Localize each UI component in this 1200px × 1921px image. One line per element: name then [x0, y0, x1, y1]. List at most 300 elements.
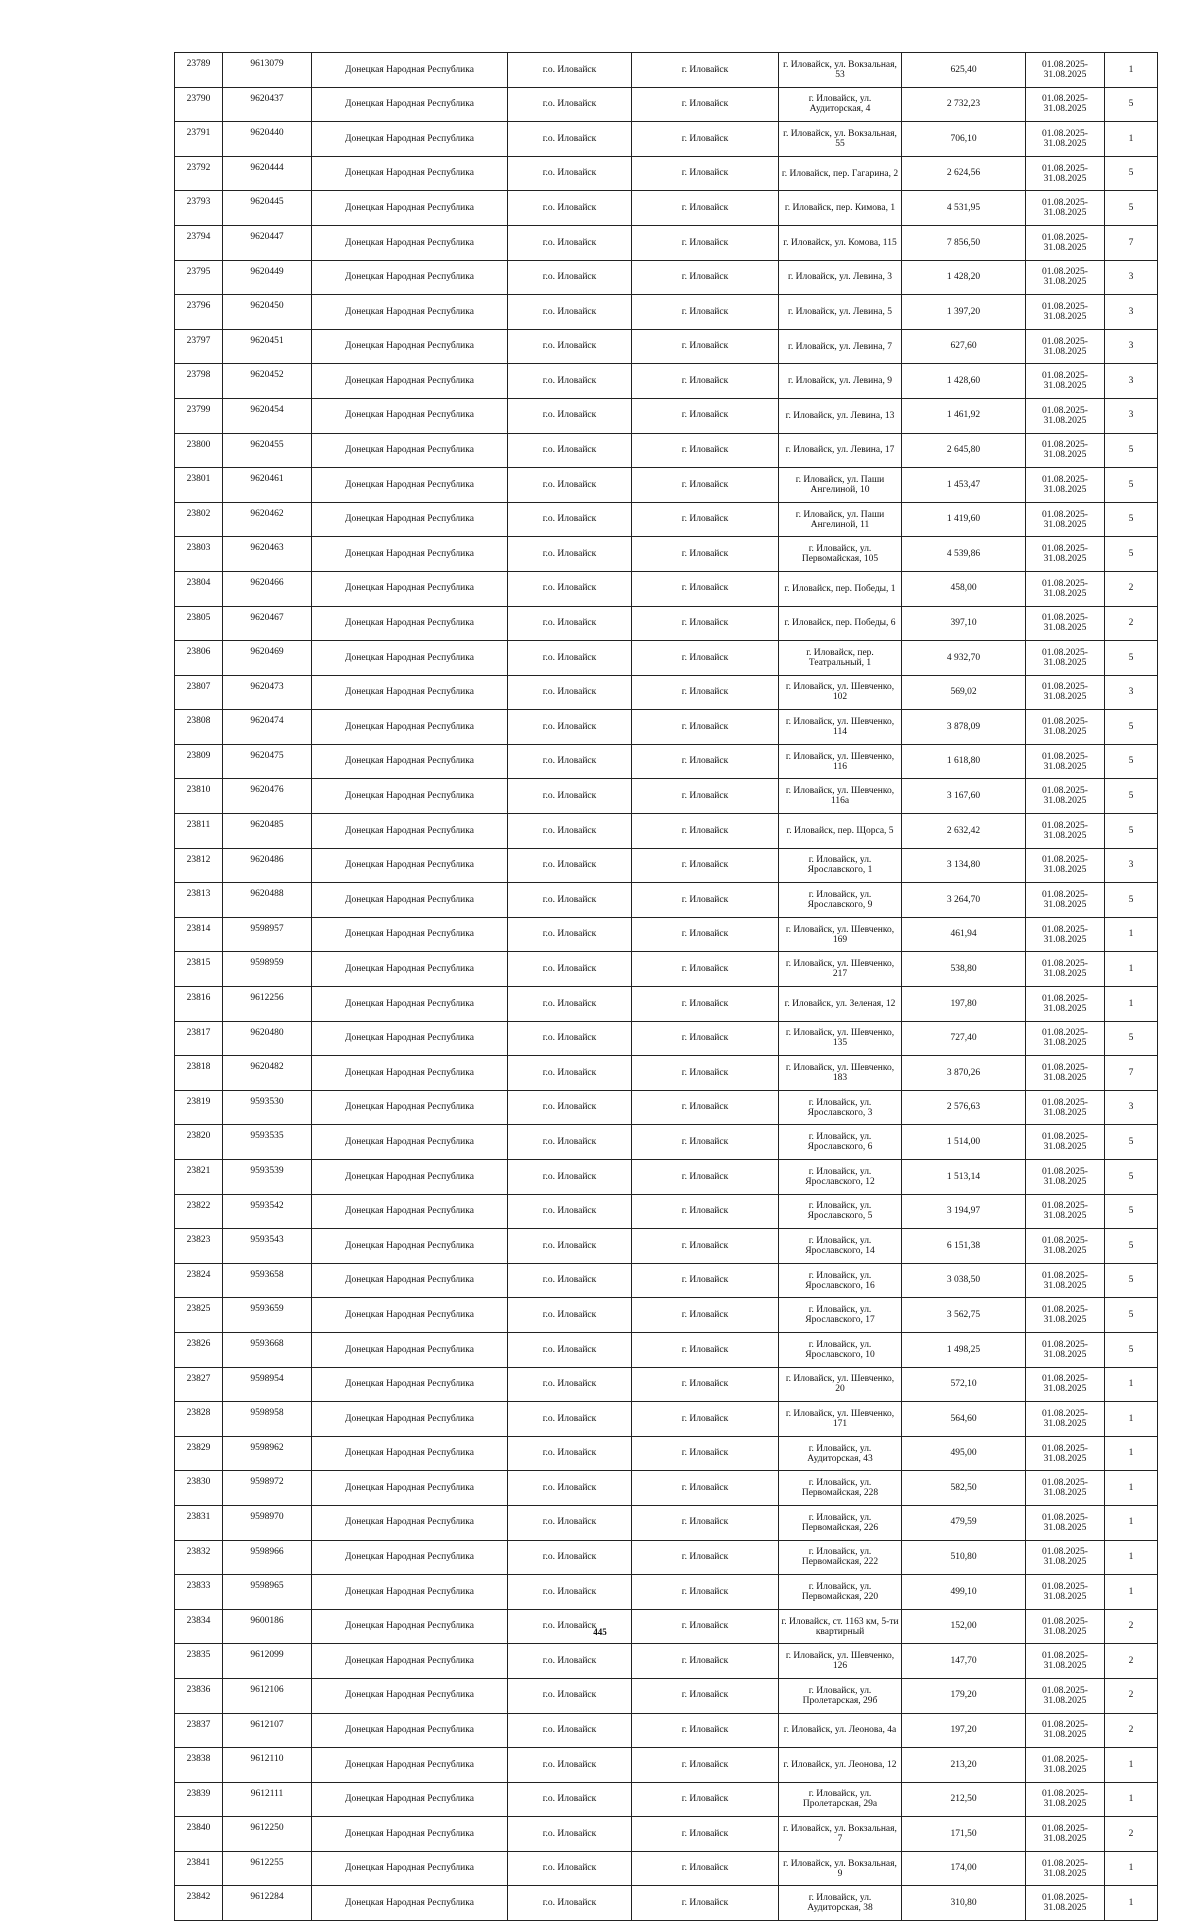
region-cell: Донецкая Народная Республика [312, 122, 508, 157]
region-cell: Донецкая Народная Республика [312, 1332, 508, 1367]
locality-cell: г. Иловайск [632, 1471, 779, 1506]
period-cell: 01.08.2025-31.08.2025 [1026, 329, 1105, 364]
region-cell: Донецкая Народная Республика [312, 917, 508, 952]
region-cell: Донецкая Народная Республика [312, 1056, 508, 1091]
locality-cell: г. Иловайск [632, 1332, 779, 1367]
district-cell: г.о. Иловайск [508, 398, 632, 433]
district-cell: г.о. Иловайск [508, 1851, 632, 1886]
count-cell: 5 [1105, 1263, 1158, 1298]
amount-cell: 152,00 [902, 1609, 1026, 1644]
region-cell: Донецкая Народная Республика [312, 433, 508, 468]
amount-cell: 461,94 [902, 917, 1026, 952]
region-cell: Донецкая Народная Республика [312, 1817, 508, 1852]
address-cell: г. Иловайск, ул. Первомайская, 228 [779, 1471, 902, 1506]
count-cell: 5 [1105, 1125, 1158, 1160]
row-number-cell: 23791 [175, 122, 223, 157]
account-code-cell: 9620473 [223, 675, 312, 710]
region-cell: Донецкая Народная Республика [312, 53, 508, 88]
address-cell: г. Иловайск, ул. Ярославского, 16 [779, 1263, 902, 1298]
amount-cell: 4 539,86 [902, 537, 1026, 572]
address-cell: г. Иловайск, ул. Вокзальная, 9 [779, 1851, 902, 1886]
period-cell: 01.08.2025-31.08.2025 [1026, 1713, 1105, 1748]
district-cell: г.о. Иловайск [508, 1056, 632, 1091]
row-number-cell: 23830 [175, 1471, 223, 1506]
count-cell: 5 [1105, 1229, 1158, 1264]
address-cell: г. Иловайск, ул. Комова, 115 [779, 225, 902, 260]
address-cell: г. Иловайск, ул. Паши Ангелиной, 10 [779, 468, 902, 503]
period-cell: 01.08.2025-31.08.2025 [1026, 1609, 1105, 1644]
row-number-cell: 23810 [175, 779, 223, 814]
period-cell: 01.08.2025-31.08.2025 [1026, 987, 1105, 1022]
count-cell: 1 [1105, 1436, 1158, 1471]
account-code-cell: 9600186 [223, 1609, 312, 1644]
count-cell: 3 [1105, 295, 1158, 330]
table-row [175, 1229, 1158, 1264]
count-cell: 5 [1105, 1160, 1158, 1195]
address-cell: г. Иловайск, пер. Победы, 1 [779, 571, 902, 606]
count-cell: 2 [1105, 606, 1158, 641]
account-code-cell: 9620450 [223, 295, 312, 330]
amount-cell: 3 038,50 [902, 1263, 1026, 1298]
amount-cell: 7 856,50 [902, 225, 1026, 260]
locality-cell: г. Иловайск [632, 191, 779, 226]
district-cell: г.о. Иловайск [508, 1021, 632, 1056]
amount-cell: 3 167,60 [902, 779, 1026, 814]
district-cell: г.о. Иловайск [508, 1886, 632, 1921]
locality-cell: г. Иловайск [632, 295, 779, 330]
count-cell: 1 [1105, 1402, 1158, 1437]
count-cell: 1 [1105, 1851, 1158, 1886]
period-cell: 01.08.2025-31.08.2025 [1026, 1125, 1105, 1160]
account-code-cell: 9612250 [223, 1817, 312, 1852]
account-code-cell: 9620462 [223, 502, 312, 537]
count-cell: 1 [1105, 1367, 1158, 1402]
row-number-cell: 23832 [175, 1540, 223, 1575]
table-row [175, 1090, 1158, 1125]
amount-cell: 3 878,09 [902, 710, 1026, 745]
locality-cell: г. Иловайск [632, 537, 779, 572]
address-cell: г. Иловайск, ул. Аудиторская, 38 [779, 1886, 902, 1921]
page-number: 445 [593, 1627, 607, 1637]
row-number-cell: 23805 [175, 606, 223, 641]
district-cell: г.о. Иловайск [508, 156, 632, 191]
account-code-cell: 9593659 [223, 1298, 312, 1333]
address-cell: г. Иловайск, ул. Вокзальная, 53 [779, 53, 902, 88]
count-cell: 5 [1105, 1194, 1158, 1229]
count-cell: 5 [1105, 537, 1158, 572]
amount-cell: 2 576,63 [902, 1090, 1026, 1125]
address-cell: г. Иловайск, ул. Ярославского, 9 [779, 883, 902, 918]
period-cell: 01.08.2025-31.08.2025 [1026, 468, 1105, 503]
account-code-cell: 9593539 [223, 1160, 312, 1195]
period-cell: 01.08.2025-31.08.2025 [1026, 122, 1105, 157]
amount-cell: 538,80 [902, 952, 1026, 987]
account-code-cell: 9593530 [223, 1090, 312, 1125]
table-row [175, 225, 1158, 260]
region-cell: Донецкая Народная Республика [312, 1851, 508, 1886]
locality-cell: г. Иловайск [632, 1160, 779, 1195]
address-cell: г. Иловайск, ул. Левина, 3 [779, 260, 902, 295]
table-row [175, 1367, 1158, 1402]
table-row [175, 260, 1158, 295]
locality-cell: г. Иловайск [632, 917, 779, 952]
period-cell: 01.08.2025-31.08.2025 [1026, 191, 1105, 226]
count-cell: 3 [1105, 260, 1158, 295]
period-cell: 01.08.2025-31.08.2025 [1026, 1471, 1105, 1506]
table-row [175, 1505, 1158, 1540]
table-row [175, 156, 1158, 191]
row-number-cell: 23815 [175, 952, 223, 987]
row-number-cell: 23789 [175, 53, 223, 88]
row-number-cell: 23797 [175, 329, 223, 364]
address-cell: г. Иловайск, ул. Шевченко, 217 [779, 952, 902, 987]
table-row [175, 364, 1158, 399]
district-cell: г.о. Иловайск [508, 1678, 632, 1713]
locality-cell: г. Иловайск [632, 814, 779, 849]
row-number-cell: 23837 [175, 1713, 223, 1748]
period-cell: 01.08.2025-31.08.2025 [1026, 87, 1105, 122]
table-row [175, 1471, 1158, 1506]
account-code-cell: 9612110 [223, 1748, 312, 1783]
table-row [175, 433, 1158, 468]
count-cell: 1 [1105, 1575, 1158, 1610]
account-code-cell: 9612111 [223, 1782, 312, 1817]
region-cell: Донецкая Народная Республика [312, 1436, 508, 1471]
region-cell: Донецкая Народная Республика [312, 537, 508, 572]
period-cell: 01.08.2025-31.08.2025 [1026, 1056, 1105, 1091]
account-code-cell: 9612106 [223, 1678, 312, 1713]
table-row [175, 675, 1158, 710]
period-cell: 01.08.2025-31.08.2025 [1026, 502, 1105, 537]
row-number-cell: 23821 [175, 1160, 223, 1195]
table-row [175, 1678, 1158, 1713]
address-cell: г. Иловайск, ул. Ярославского, 1 [779, 848, 902, 883]
amount-cell: 1 513,14 [902, 1160, 1026, 1195]
district-cell: г.о. Иловайск [508, 571, 632, 606]
row-number-cell: 23824 [175, 1263, 223, 1298]
table-row [175, 87, 1158, 122]
table-row [175, 1748, 1158, 1783]
amount-cell: 569,02 [902, 675, 1026, 710]
period-cell: 01.08.2025-31.08.2025 [1026, 1090, 1105, 1125]
locality-cell: г. Иловайск [632, 675, 779, 710]
district-cell: г.о. Иловайск [508, 641, 632, 676]
account-code-cell: 9620437 [223, 87, 312, 122]
address-cell: г. Иловайск, ул. Аудиторская, 43 [779, 1436, 902, 1471]
address-cell: г. Иловайск, ул. Ярославского, 3 [779, 1090, 902, 1125]
locality-cell: г. Иловайск [632, 1782, 779, 1817]
address-cell: г. Иловайск, ул. Паши Ангелиной, 11 [779, 502, 902, 537]
period-cell: 01.08.2025-31.08.2025 [1026, 1505, 1105, 1540]
district-cell: г.о. Иловайск [508, 53, 632, 88]
region-cell: Донецкая Народная Республика [312, 1471, 508, 1506]
row-number-cell: 23801 [175, 468, 223, 503]
region-cell: Донецкая Народная Республика [312, 260, 508, 295]
locality-cell: г. Иловайск [632, 53, 779, 88]
address-cell: г. Иловайск, ул. Шевченко, 116 [779, 744, 902, 779]
count-cell: 1 [1105, 53, 1158, 88]
count-cell: 1 [1105, 917, 1158, 952]
address-cell: г. Иловайск, пер. Театральный, 1 [779, 641, 902, 676]
count-cell: 2 [1105, 1713, 1158, 1748]
locality-cell: г. Иловайск [632, 1090, 779, 1125]
amount-cell: 174,00 [902, 1851, 1026, 1886]
count-cell: 1 [1105, 122, 1158, 157]
locality-cell: г. Иловайск [632, 1194, 779, 1229]
district-cell: г.о. Иловайск [508, 917, 632, 952]
period-cell: 01.08.2025-31.08.2025 [1026, 641, 1105, 676]
region-cell: Донецкая Народная Республика [312, 987, 508, 1022]
table-row [175, 987, 1158, 1022]
amount-cell: 197,20 [902, 1713, 1026, 1748]
region-cell: Донецкая Народная Республика [312, 1402, 508, 1437]
address-cell: г. Иловайск, ул. Левина, 17 [779, 433, 902, 468]
amount-cell: 625,40 [902, 53, 1026, 88]
locality-cell: г. Иловайск [632, 641, 779, 676]
table-row [175, 1540, 1158, 1575]
address-cell: г. Иловайск, ул. Леонова, 12 [779, 1748, 902, 1783]
table-row [175, 917, 1158, 952]
table-row [175, 329, 1158, 364]
row-number-cell: 23806 [175, 641, 223, 676]
region-cell: Донецкая Народная Республика [312, 1782, 508, 1817]
account-code-cell: 9620486 [223, 848, 312, 883]
account-code-cell: 9620469 [223, 641, 312, 676]
account-code-cell: 9620467 [223, 606, 312, 641]
period-cell: 01.08.2025-31.08.2025 [1026, 1644, 1105, 1679]
period-cell: 01.08.2025-31.08.2025 [1026, 1886, 1105, 1921]
period-cell: 01.08.2025-31.08.2025 [1026, 710, 1105, 745]
locality-cell: г. Иловайск [632, 1644, 779, 1679]
district-cell: г.о. Иловайск [508, 1402, 632, 1437]
region-cell: Донецкая Народная Республика [312, 1609, 508, 1644]
table-row [175, 502, 1158, 537]
region-cell: Донецкая Народная Республика [312, 1540, 508, 1575]
row-number-cell: 23834 [175, 1609, 223, 1644]
account-code-cell: 9612099 [223, 1644, 312, 1679]
account-code-cell: 9598970 [223, 1505, 312, 1540]
address-cell: г. Иловайск, ул. Левина, 9 [779, 364, 902, 399]
row-number-cell: 23829 [175, 1436, 223, 1471]
amount-cell: 1 419,60 [902, 502, 1026, 537]
count-cell: 5 [1105, 779, 1158, 814]
row-number-cell: 23842 [175, 1886, 223, 1921]
amount-cell: 3 264,70 [902, 883, 1026, 918]
address-cell: г. Иловайск, ул. Ярославского, 5 [779, 1194, 902, 1229]
locality-cell: г. Иловайск [632, 952, 779, 987]
amount-cell: 179,20 [902, 1678, 1026, 1713]
locality-cell: г. Иловайск [632, 225, 779, 260]
region-cell: Донецкая Народная Республика [312, 1263, 508, 1298]
row-number-cell: 23818 [175, 1056, 223, 1091]
row-number-cell: 23825 [175, 1298, 223, 1333]
locality-cell: г. Иловайск [632, 1402, 779, 1437]
period-cell: 01.08.2025-31.08.2025 [1026, 53, 1105, 88]
account-code-cell: 9620461 [223, 468, 312, 503]
count-cell: 2 [1105, 1817, 1158, 1852]
account-code-cell: 9620455 [223, 433, 312, 468]
period-cell: 01.08.2025-31.08.2025 [1026, 260, 1105, 295]
row-number-cell: 23817 [175, 1021, 223, 1056]
locality-cell: г. Иловайск [632, 1748, 779, 1783]
district-cell: г.о. Иловайск [508, 744, 632, 779]
count-cell: 1 [1105, 1540, 1158, 1575]
count-cell: 3 [1105, 329, 1158, 364]
district-cell: г.о. Иловайск [508, 1471, 632, 1506]
row-number-cell: 23814 [175, 917, 223, 952]
account-code-cell: 9620480 [223, 1021, 312, 1056]
locality-cell: г. Иловайск [632, 1056, 779, 1091]
table-row [175, 53, 1158, 88]
address-cell: г. Иловайск, ул. Пролетарская, 29а [779, 1782, 902, 1817]
locality-cell: г. Иловайск [632, 1540, 779, 1575]
district-cell: г.о. Иловайск [508, 1575, 632, 1610]
amount-cell: 564,60 [902, 1402, 1026, 1437]
region-cell: Донецкая Народная Республика [312, 883, 508, 918]
address-cell: г. Иловайск, ул. Вокзальная, 55 [779, 122, 902, 157]
region-cell: Донецкая Народная Республика [312, 502, 508, 537]
table-row [175, 1263, 1158, 1298]
table-row [175, 398, 1158, 433]
period-cell: 01.08.2025-31.08.2025 [1026, 1436, 1105, 1471]
account-code-cell: 9598958 [223, 1402, 312, 1437]
count-cell: 7 [1105, 1056, 1158, 1091]
district-cell: г.о. Иловайск [508, 1367, 632, 1402]
locality-cell: г. Иловайск [632, 883, 779, 918]
district-cell: г.о. Иловайск [508, 710, 632, 745]
locality-cell: г. Иловайск [632, 1229, 779, 1264]
account-code-cell: 9598957 [223, 917, 312, 952]
address-cell: г. Иловайск, ул. Шевченко, 183 [779, 1056, 902, 1091]
locality-cell: г. Иловайск [632, 1367, 779, 1402]
row-number-cell: 23799 [175, 398, 223, 433]
row-number-cell: 23841 [175, 1851, 223, 1886]
region-cell: Донецкая Народная Республика [312, 641, 508, 676]
table-row [175, 1194, 1158, 1229]
region-cell: Донецкая Народная Республика [312, 87, 508, 122]
period-cell: 01.08.2025-31.08.2025 [1026, 952, 1105, 987]
count-cell: 7 [1105, 225, 1158, 260]
account-code-cell: 9620444 [223, 156, 312, 191]
locality-cell: г. Иловайск [632, 156, 779, 191]
amount-cell: 2 732,23 [902, 87, 1026, 122]
address-cell: г. Иловайск, ул. Шевченко, 114 [779, 710, 902, 745]
table-row [175, 1021, 1158, 1056]
locality-cell: г. Иловайск [632, 987, 779, 1022]
amount-cell: 495,00 [902, 1436, 1026, 1471]
account-code-cell: 9620440 [223, 122, 312, 157]
locality-cell: г. Иловайск [632, 606, 779, 641]
district-cell: г.о. Иловайск [508, 1436, 632, 1471]
locality-cell: г. Иловайск [632, 1436, 779, 1471]
locality-cell: г. Иловайск [632, 1886, 779, 1921]
count-cell: 1 [1105, 1748, 1158, 1783]
amount-cell: 1 514,00 [902, 1125, 1026, 1160]
district-cell: г.о. Иловайск [508, 329, 632, 364]
amount-cell: 397,10 [902, 606, 1026, 641]
district-cell: г.о. Иловайск [508, 848, 632, 883]
account-code-cell: 9598959 [223, 952, 312, 987]
period-cell: 01.08.2025-31.08.2025 [1026, 1540, 1105, 1575]
amount-cell: 3 870,26 [902, 1056, 1026, 1091]
period-cell: 01.08.2025-31.08.2025 [1026, 433, 1105, 468]
amount-cell: 3 562,75 [902, 1298, 1026, 1333]
table-row [175, 571, 1158, 606]
amount-cell: 2 645,80 [902, 433, 1026, 468]
amount-cell: 197,80 [902, 987, 1026, 1022]
row-number-cell: 23794 [175, 225, 223, 260]
district-cell: г.о. Иловайск [508, 1713, 632, 1748]
row-number-cell: 23807 [175, 675, 223, 710]
amount-cell: 458,00 [902, 571, 1026, 606]
address-cell: г. Иловайск, ул. Ярославского, 6 [779, 1125, 902, 1160]
locality-cell: г. Иловайск [632, 1713, 779, 1748]
period-cell: 01.08.2025-31.08.2025 [1026, 606, 1105, 641]
account-code-cell: 9620452 [223, 364, 312, 399]
amount-cell: 212,50 [902, 1782, 1026, 1817]
count-cell: 5 [1105, 710, 1158, 745]
address-cell: г. Иловайск, ул. Шевченко, 126 [779, 1644, 902, 1679]
region-cell: Донецкая Народная Республика [312, 1125, 508, 1160]
account-code-cell: 9620475 [223, 744, 312, 779]
period-cell: 01.08.2025-31.08.2025 [1026, 398, 1105, 433]
district-cell: г.о. Иловайск [508, 225, 632, 260]
row-number-cell: 23800 [175, 433, 223, 468]
region-cell: Донецкая Народная Республика [312, 398, 508, 433]
region-cell: Донецкая Народная Республика [312, 1886, 508, 1921]
count-cell: 5 [1105, 883, 1158, 918]
table-row [175, 122, 1158, 157]
region-cell: Донецкая Народная Республика [312, 1575, 508, 1610]
address-cell: г. Иловайск, ул. Ярославского, 14 [779, 1229, 902, 1264]
region-cell: Донецкая Народная Республика [312, 225, 508, 260]
account-code-cell: 9612284 [223, 1886, 312, 1921]
period-cell: 01.08.2025-31.08.2025 [1026, 571, 1105, 606]
count-cell: 5 [1105, 1332, 1158, 1367]
count-cell: 5 [1105, 156, 1158, 191]
table-body [175, 53, 1158, 1921]
account-code-cell: 9620466 [223, 571, 312, 606]
region-cell: Донецкая Народная Республика [312, 1505, 508, 1540]
period-cell: 01.08.2025-31.08.2025 [1026, 917, 1105, 952]
row-number-cell: 23808 [175, 710, 223, 745]
amount-cell: 1 397,20 [902, 295, 1026, 330]
region-cell: Донецкая Народная Республика [312, 952, 508, 987]
row-number-cell: 23811 [175, 814, 223, 849]
count-cell: 2 [1105, 1609, 1158, 1644]
address-cell: г. Иловайск, ул. Шевченко, 116а [779, 779, 902, 814]
locality-cell: г. Иловайск [632, 329, 779, 364]
period-cell: 01.08.2025-31.08.2025 [1026, 744, 1105, 779]
account-code-cell: 9598965 [223, 1575, 312, 1610]
region-cell: Донецкая Народная Республика [312, 1644, 508, 1679]
row-number-cell: 23833 [175, 1575, 223, 1610]
district-cell: г.о. Иловайск [508, 1540, 632, 1575]
row-number-cell: 23795 [175, 260, 223, 295]
count-cell: 5 [1105, 87, 1158, 122]
count-cell: 1 [1105, 1471, 1158, 1506]
locality-cell: г. Иловайск [632, 744, 779, 779]
row-number-cell: 23828 [175, 1402, 223, 1437]
district-cell: г.о. Иловайск [508, 433, 632, 468]
district-cell: г.о. Иловайск [508, 1332, 632, 1367]
amount-cell: 1 453,47 [902, 468, 1026, 503]
period-cell: 01.08.2025-31.08.2025 [1026, 814, 1105, 849]
table-row [175, 1644, 1158, 1679]
address-cell: г. Иловайск, ул. Левина, 13 [779, 398, 902, 433]
table-row [175, 883, 1158, 918]
amount-cell: 213,20 [902, 1748, 1026, 1783]
